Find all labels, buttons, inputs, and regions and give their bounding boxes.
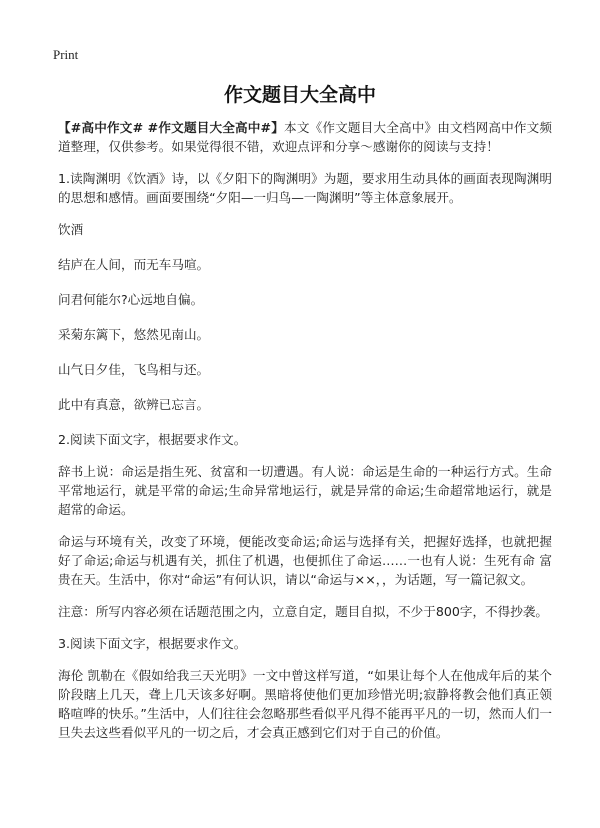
article-body <box>58 118 552 755</box>
prompt-3-paragraph-1: 海伦 凯勒在《假如给我三天光明》一文中曾这样写道，“如果让每个人在他成年后的某个阶段瞎上几天，聋上几天该多好啊。黑暗将使他们更加珍惜光明;寂静将教会他们真正领略喧哗的快乐。”生活中，人们往往会忽略那些看似平凡得不能再平凡的一切，然而人们一旦失去这些看似平凡的一切之后，才会真正感到它们对于自己的价值。 <box>58 668 552 740</box>
poem-line: 采菊东篱下，悠然见南山。 <box>58 327 210 342</box>
poem-line: 问君何能尔?心远地自偏。 <box>58 292 204 307</box>
page-title: 作文题目大全高中 <box>223 84 376 106</box>
poem-line: 结庐在人间，而无车马喧。 <box>58 257 210 272</box>
prompt-2-note: 注意：所写内容必须在话题范围之内，立意自定，题目自拟，不少于800字，不得抄袭。 <box>58 604 549 619</box>
poem-line: 此中有真意，欲辨已忘言。 <box>58 397 210 412</box>
poem-line: 山气日夕佳，飞鸟相与还。 <box>58 362 210 377</box>
prompt-2-paragraph-2: 命运与环境有关，改变了环境，便能改变命运;命运与选择有关，把握好选择，也就把握好了命运;命运与机遇有关，抓住了机遇，也便抓住了命运……一也有人说：生死有命 富贵在天。生活中，你对“命运”有何认识，请以“命运与××，，为话题，写一篇记叙文。 <box>58 534 552 587</box>
prompt-2-heading: 2.阅读下面文字，根据要求作文。 <box>58 432 247 447</box>
prompt-3-heading: 3.阅读下面文字，根据要求作文。 <box>58 636 247 651</box>
intro-text: 本文《作文题目大全高中》由文档网高中作文频道整理，仅供参考。如果觉得很不错，欢迎点评和分享～感谢你的阅读与支持！ <box>58 120 553 154</box>
intro-paragraph <box>58 118 552 156</box>
prompt-2-paragraph-1: 辞书上说：命运是指生死、贫富和一切遭遇。有人说：命运是生命的一种运行方式。生命平常地运行，就是平常的命运;生命异常地运行，就是异常的命运;生命超常地运行，就是超常的命运。 <box>58 464 552 517</box>
poem-title: 饮酒 <box>58 222 84 237</box>
prompt-1-text: 1.读陶渊明《饮酒》诗，以《夕阳下的陶渊明》为题，要求用生动具体的画面表现陶渊明的思想和感情。画面要围绕“夕阳—一归鸟—一陶渊明”等主体意象展开。 <box>58 171 552 205</box>
print-link[interactable]: Print <box>53 47 79 62</box>
intro-tags: 【#高中作文# #作文题目大全高中#】 <box>58 120 285 135</box>
